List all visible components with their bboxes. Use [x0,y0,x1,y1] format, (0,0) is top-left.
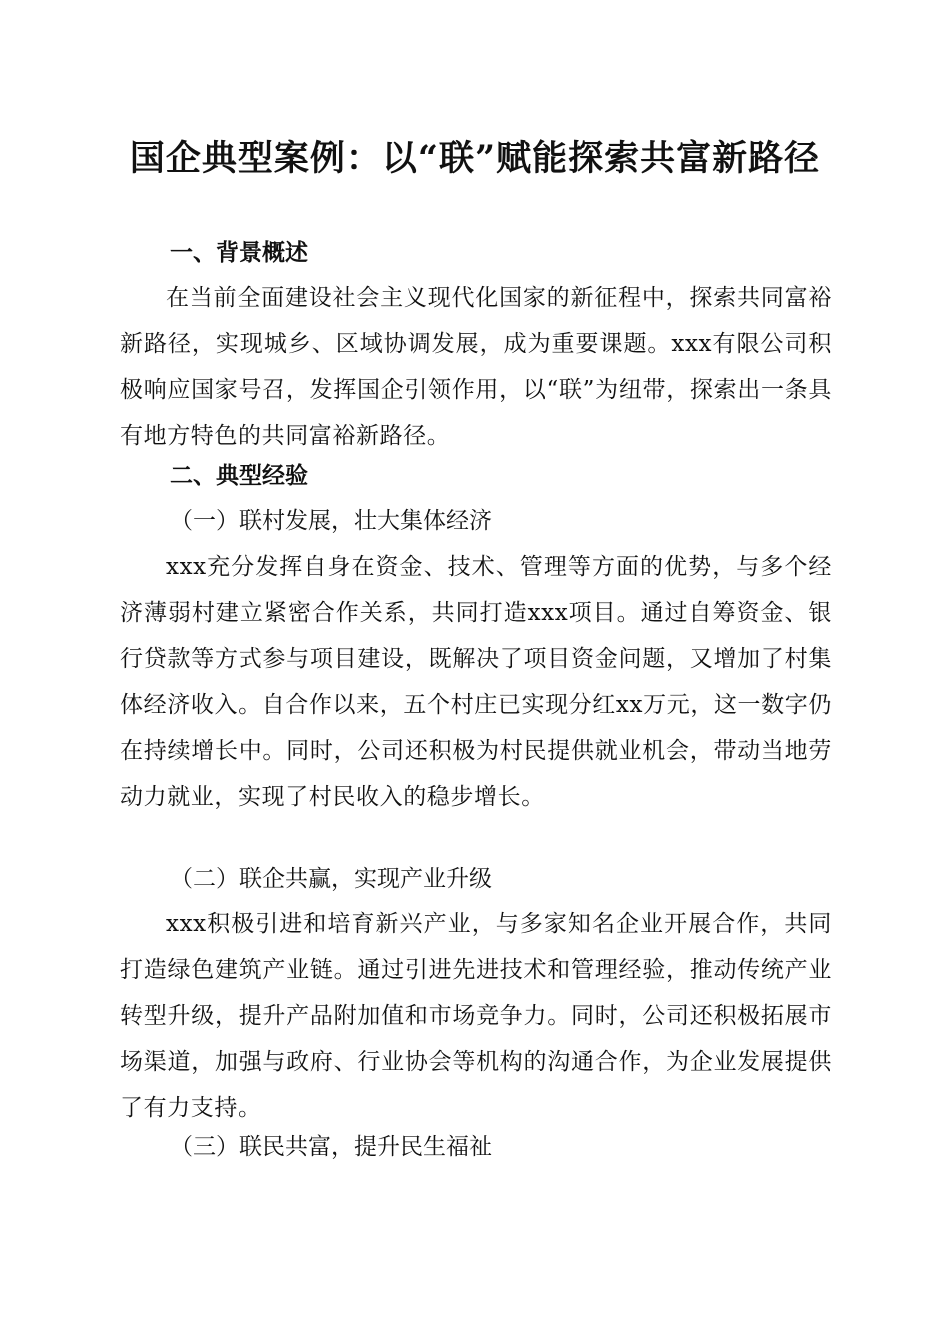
section-body-background [120,275,832,459]
paragraph-background: 在当前全面建设社会主义现代化国家的新征程中，探索共同富裕新路径，实现城乡、区域协调发展，成为重要课题。xxx有限公司积极响应国家号召，发挥国企引领作用，以“联”为纽带，探索出一条具有地方特色的共同富裕新路径。 [120,285,832,449]
subsection-body-1 [120,544,832,820]
document-title: 国企典型案例：以“联”赋能探索共富新路径 [129,138,821,179]
paragraph-village-development: xxx充分发挥自身在资金、技术、管理等方面的优势，与多个经济薄弱村建立紧密合作关系，共同打造xxx项目。通过自筹资金、银行贷款等方式参与项目建设，既解决了项目资金问题，又增加了村集体经济收入。自合作以来，五个村庄已实现分红xx万元，这一数字仍在持续增长中。同时，公司还积极为村民提供就业机会，带动当地劳动力就业，实现了村民收入的稳步增长。 [120,554,832,810]
subsection-heading-2: （二）联企共赢，实现产业升级 [170,866,492,892]
paragraph-industry-upgrade: xxx积极引进和培育新兴产业，与多家知名企业开展合作，共同打造绿色建筑产业链。通过引进先进技术和管理经验，推动传统产业转型升级，提升产品附加值和市场竞争力。同时，公司还积极拓展市场渠道，加强与政府、行业协会等机构的沟通合作，为企业发展提供了有力支持。 [120,911,832,1121]
section-heading-background: 一、背景概述 [170,239,308,266]
subsection-heading-3: （三）联民共富，提升民生福祉 [170,1134,492,1160]
subsection-heading-1: （一）联村发展，壮大集体经济 [170,508,492,534]
section-heading-experience: 二、典型经验 [170,462,308,489]
subsection-body-2 [120,901,832,1131]
